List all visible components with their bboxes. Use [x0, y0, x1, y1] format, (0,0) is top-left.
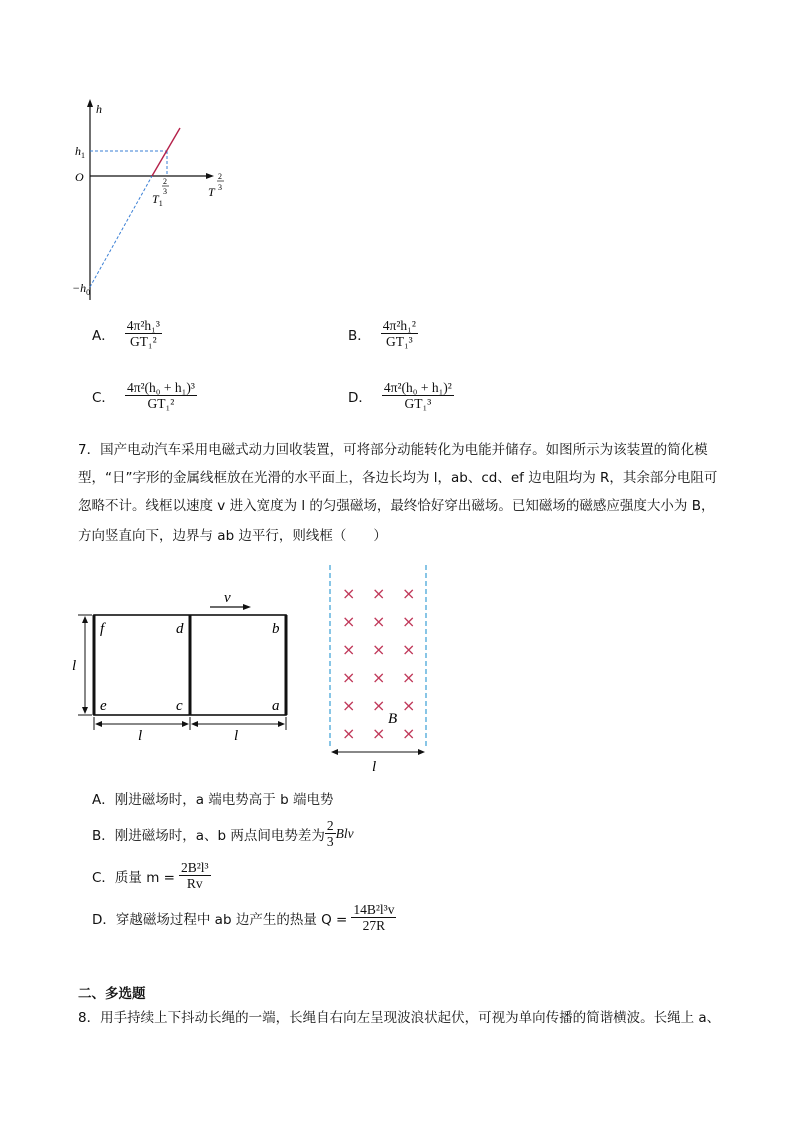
field-cross-r0-c0: ×: [342, 584, 356, 603]
label-b: b: [272, 621, 280, 637]
numerator: 2: [326, 818, 334, 833]
q8-stem-line-1: 8．用手持续上下抖动长绳的一端，长绳自右向左呈现波浪状起伏，可视为单向传播的简谐横波。长绳上 a、: [78, 1010, 721, 1026]
option-label: C．: [92, 389, 115, 406]
bottom-dim-2-arrow-right: [278, 721, 285, 727]
label-d: d: [176, 621, 184, 637]
field-cross-r0-c1: ×: [372, 584, 386, 603]
label-B: B: [388, 711, 398, 727]
denominator: 3: [326, 834, 334, 849]
section-title-multiple-choice: 二、多选题: [78, 986, 146, 1002]
label-l-bottom-2: l: [234, 728, 239, 744]
side-dim-arrow-up: [82, 616, 88, 623]
field-dim-arrow-left: [331, 749, 338, 755]
magnetic-field-crosses: [342, 584, 415, 743]
label-T1: $T_1$: [152, 192, 163, 208]
q7-option-b[interactable]: [92, 818, 354, 849]
fraction: [179, 860, 211, 891]
option-label: B．: [348, 327, 371, 344]
q7-frame-and-field-figure: [68, 560, 448, 775]
label-v: v: [224, 590, 231, 606]
option-label: D．: [348, 389, 372, 406]
numerator: 4π²(h₀ + h₁)³: [126, 380, 195, 395]
T-axis-arrow: [206, 173, 214, 179]
field-cross-r5-c1: ×: [372, 724, 386, 743]
fraction: [381, 318, 418, 349]
label-T-exp-num: 2: [218, 172, 222, 181]
option-c-text: C．质量 m =: [92, 869, 175, 886]
label-e: e: [100, 698, 107, 714]
bottom-dim-1-arrow-right: [182, 721, 189, 727]
fraction: [125, 318, 162, 349]
h-axis-arrow: [87, 99, 93, 107]
side-dim-arrow-down: [82, 707, 88, 714]
denominator: Rv: [186, 876, 203, 891]
q6-option-c[interactable]: [92, 380, 197, 411]
h-vs-T-graph: [60, 95, 250, 310]
q7-option-c[interactable]: [92, 860, 211, 891]
label-T1-exp-den: 3: [163, 187, 167, 196]
fraction: [325, 818, 336, 849]
label-a: a: [272, 698, 280, 714]
fraction: [125, 380, 197, 411]
denominator: GT₁³: [385, 334, 413, 349]
field-cross-r2-c1: ×: [372, 640, 386, 659]
label-f: f: [100, 621, 105, 637]
denominator: 27R: [362, 918, 386, 933]
denominator: GT₁²: [129, 334, 157, 349]
field-dim-arrow-right: [418, 749, 425, 755]
label-T: T: [208, 185, 215, 199]
field-cross-r1-c0: ×: [342, 612, 356, 631]
field-cross-r5-c2: ×: [402, 724, 416, 743]
denominator: GT₁³: [404, 396, 432, 411]
bottom-dim-1-arrow-left: [95, 721, 102, 727]
field-cross-r0-c2: ×: [402, 584, 416, 603]
label-h1: $h_1$: [75, 144, 85, 160]
q7-option-d[interactable]: [92, 902, 396, 933]
field-cross-r2-c2: ×: [402, 640, 416, 659]
q7-stem-line-3: 忽略不计。线框以速度 v 进入宽度为 l 的匀强磁场，最终恰好穿出磁场。已知磁场的磁感应强度大小为 B，: [78, 498, 715, 514]
numerator: 2B²l³: [180, 860, 209, 875]
q6-option-d[interactable]: [348, 380, 454, 411]
numerator: 4π²h₁²: [382, 318, 416, 333]
field-cross-r4-c0: ×: [342, 696, 356, 715]
option-label: A．: [92, 327, 115, 344]
field-cross-r4-c2: ×: [402, 696, 416, 715]
field-cross-r3-c1: ×: [372, 668, 386, 687]
velocity-arrow-head: [243, 604, 251, 610]
label-T-exp-den: 3: [218, 183, 222, 192]
q7-option-a[interactable]: A．刚进磁场时，a 端电势高于 b 端电势: [92, 792, 334, 808]
label-l-field: l: [372, 759, 377, 775]
field-cross-r4-c1: ×: [372, 696, 386, 715]
q7-stem-line-1: 7．国产电动汽车采用电磁式动力回收装置，可将部分动能转化为电能并储存。如图所示为该装置的简化模: [78, 442, 708, 458]
q7-stem-line-2: 型，“日”字形的金属线框放在光滑的水平面上，各边长均为 l，ab、cd、ef 边电阻均为 R，其余部分电阻可: [78, 470, 718, 486]
option-b-expr: Blv: [335, 825, 354, 841]
label-h: h: [96, 102, 102, 116]
numerator: 14B²l³v: [353, 902, 395, 917]
field-cross-r3-c0: ×: [342, 668, 356, 687]
field-cross-r1-c1: ×: [372, 612, 386, 631]
q6-option-b[interactable]: [348, 318, 418, 349]
label-origin: O: [75, 170, 84, 184]
label-l-side: l: [72, 658, 77, 674]
bottom-dim-2-arrow-left: [191, 721, 198, 727]
label-c: c: [176, 698, 183, 714]
field-cross-r3-c2: ×: [402, 668, 416, 687]
label-T1-exp-num: 2: [163, 177, 167, 186]
fraction: [382, 380, 454, 411]
option-b-text: B．刚进磁场时，a、b 两点间电势差为: [92, 827, 325, 844]
numerator: 4π²h₁³: [126, 318, 160, 333]
extension-dashed-line: [90, 176, 152, 287]
field-cross-r2-c0: ×: [342, 640, 356, 659]
numerator: 4π²(h₀ + h₁)²: [383, 380, 452, 395]
q7-stem-line-4: 方向竖直向下，边界与 ab 边平行，则线框（ ）: [78, 528, 387, 544]
field-cross-r5-c0: ×: [342, 724, 356, 743]
h-T-line: [152, 128, 180, 176]
q6-option-a[interactable]: [92, 318, 162, 349]
denominator: GT₁²: [147, 396, 175, 411]
label-l-bottom-1: l: [138, 728, 143, 744]
option-d-text: D．穿越磁场过程中 ab 边产生的热量 Q =: [92, 911, 348, 928]
fraction: [351, 902, 396, 933]
label-minus-h0: $-h_0$: [72, 281, 91, 297]
field-cross-r1-c2: ×: [402, 612, 416, 631]
